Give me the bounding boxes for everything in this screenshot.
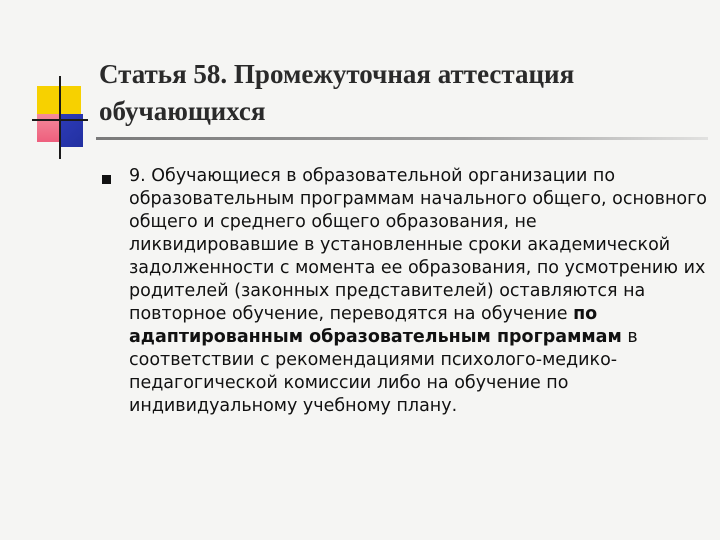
slide-title: Статья 58. Промежуточная аттестация обучающихся [99,59,575,126]
vertical-line-decoration [59,76,61,159]
paragraph-text-part2: в соответствии с рекомендациями психолого-медико-педагогической комиссии либо на обучение по индивидуальному учебному плану. [129,327,638,416]
square-bullet-icon [102,175,111,184]
paragraph-text-part1: 9. Обучающиеся в образовательной организации по образовательным программам начального общего, основного общего и среднего общего образования, не ликвидировавшие в установленные сроки академической задолженности с момента ее образования, по усмотрению их родителей (законных представителей) оставляются на повторное обучение, переводятся на обучение [129,166,707,324]
title-underline [96,137,708,140]
body-paragraph [129,165,709,418]
horizontal-line-decoration [32,119,88,121]
paragraph-bold-text: по адаптированным образовательным программам [129,304,622,347]
